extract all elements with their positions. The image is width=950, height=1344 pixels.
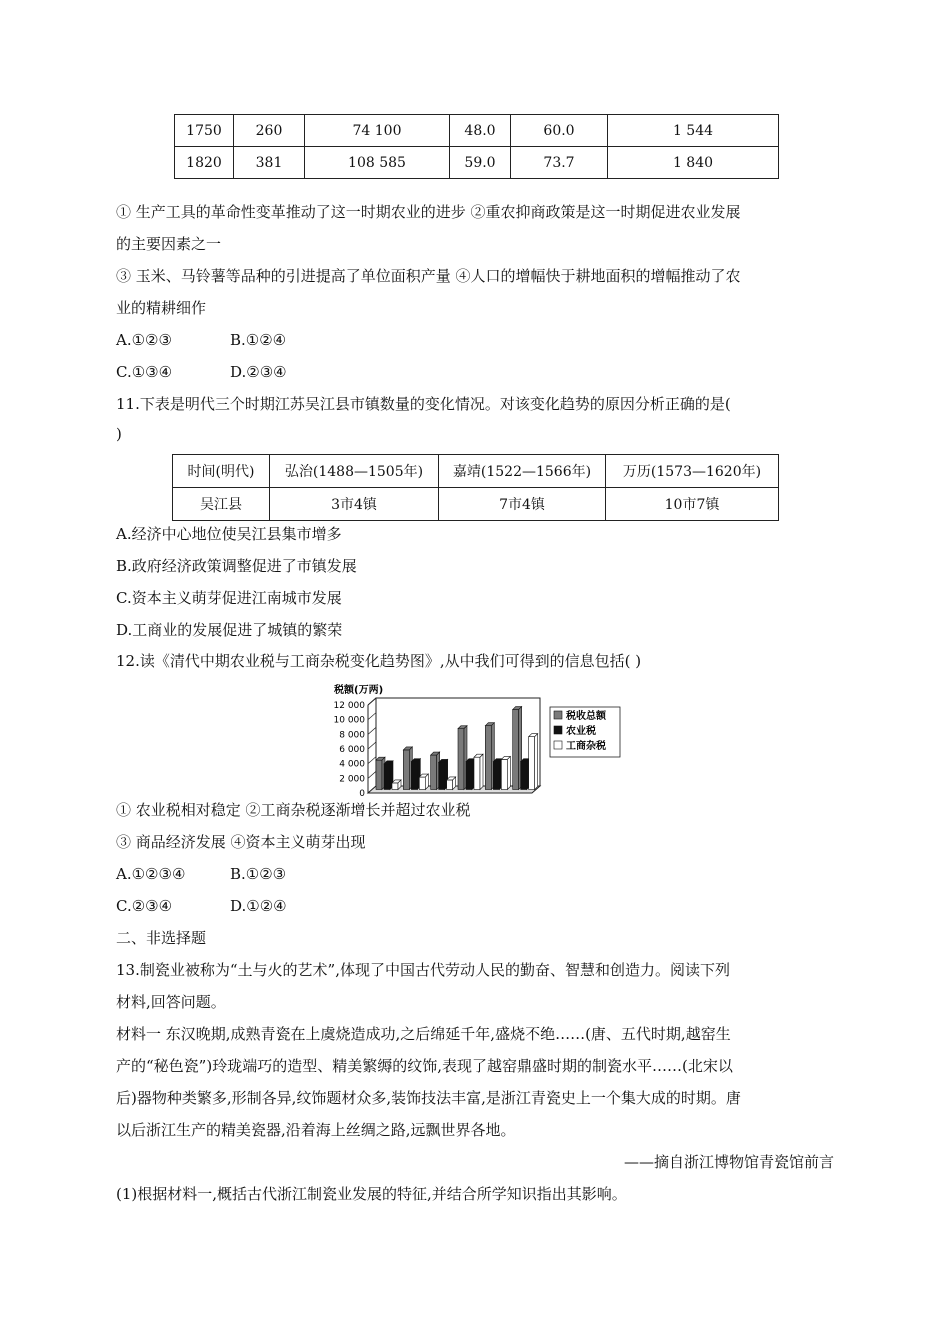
table-cell: 59.0	[450, 147, 511, 179]
chart-bar	[431, 752, 440, 789]
q12-option-b: B.①②③	[230, 865, 287, 883]
table-cell: 60.0	[511, 115, 608, 147]
q11-stem-cont: )	[116, 425, 122, 443]
table-row	[175, 115, 779, 147]
q10-statement-1-cont: 的主要因素之一	[116, 235, 222, 253]
chart-y-tick-label: 2 000	[339, 774, 365, 785]
table-row	[175, 147, 779, 179]
table-cell: 381	[234, 147, 305, 179]
q12-option-c: C.②③④	[116, 897, 173, 915]
table-header-cell: 时间(明代)	[173, 455, 270, 488]
chart-bar	[447, 777, 456, 790]
chart-y-tick-label: 10 000	[333, 715, 365, 726]
table-header-cell: 万历(1573—1620年)	[606, 455, 779, 488]
q12-statement-3: ③ 商品经济发展 ④资本主义萌芽出现	[116, 833, 366, 851]
q11-option-c: C.资本主义萌芽促进江南城市发展	[116, 589, 342, 607]
q12-stem: 12.读《清代中期农业税与工商杂税变化趋势图》,从中我们可得到的信息包括( )	[116, 652, 642, 670]
chart-bar	[493, 759, 502, 790]
q13-sub-question-1: (1)根据材料一,概括古代浙江制瓷业发展的特征,并结合所学知识指出其影响。	[116, 1185, 627, 1203]
market-town-table	[172, 454, 779, 521]
chart-bar	[474, 754, 483, 789]
q10-option-b: B.①②④	[230, 331, 287, 349]
q12-option-a: A.①②③④	[116, 865, 186, 883]
q10-option-d: D.②③④	[230, 363, 287, 381]
chart-y-tick-label: 6 000	[339, 745, 365, 755]
chart-legend-swatch	[554, 726, 562, 734]
chart-bar	[411, 759, 420, 790]
section-heading: 二、非选择题	[116, 929, 207, 947]
chart-y-tick-label: 12 000	[333, 701, 365, 711]
table-cell: 73.7	[511, 147, 608, 179]
table-header-cell: 嘉靖(1522—1566年)	[439, 455, 606, 488]
chart-bar	[466, 759, 475, 790]
chart-bar	[521, 759, 530, 790]
table-cell: 1820	[175, 147, 234, 179]
table-cell: 260	[234, 115, 305, 147]
q13-material-line: 材料一 东汉晚期,成熟青瓷在上虞烧造成功,之后绵延千年,盛烧不绝……(唐、五代时期,越窑生	[116, 1025, 731, 1043]
population-table	[174, 114, 779, 179]
chart-bar	[376, 757, 385, 789]
tax-trend-chart	[328, 681, 628, 801]
chart-bar	[458, 726, 467, 790]
chart-axis-edge	[368, 698, 376, 705]
q10-statement-3-cont: 业的精耕细作	[116, 299, 207, 317]
q12-option-d: D.①②④	[230, 897, 287, 915]
q10-option-c: C.①③④	[116, 363, 173, 381]
table-cell: 吴江县	[173, 488, 270, 521]
chart-bar	[384, 761, 393, 790]
q13-source: ——摘自浙江博物馆青瓷馆前言	[623, 1153, 834, 1171]
table-cell: 1 840	[608, 147, 779, 179]
table-cell: 1750	[175, 115, 234, 147]
chart-bar	[485, 723, 494, 790]
table-cell: 10市7镇	[606, 488, 779, 521]
table-cell: 108 585	[305, 147, 450, 179]
q11-option-a: A.经济中心地位使吴江县集市增多	[116, 525, 342, 543]
q11-option-b: B.政府经济政策调整促进了市镇发展	[116, 557, 357, 575]
chart-bar	[403, 747, 412, 790]
table-cell: 48.0	[450, 115, 511, 147]
chart-bar	[513, 707, 522, 790]
chart-y-tick-label: 8 000	[339, 730, 365, 741]
chart-bar	[501, 756, 510, 789]
chart-bar	[529, 734, 538, 790]
q13-material-line: 产的“秘色瓷”)玲珑端巧的造型、精美繁缛的纹饰,表现了越窑鼎盛时期的制瓷水平……(北宋以	[116, 1057, 733, 1075]
chart-bar	[419, 774, 428, 789]
q13-stem-cont: 材料,回答问题。	[116, 993, 226, 1011]
q10-statement-1: ① 生产工具的革命性变革推动了这一时期农业的进步 ②重农抑商政策是这一时期促进农业发展	[116, 203, 741, 221]
chart-legend-label: 工商杂税	[566, 741, 606, 752]
q11-stem: 11.下表是明代三个时期江苏吴江县市镇数量的变化情况。对该变化趋势的原因分析正确的是(	[116, 395, 731, 413]
table-cell: 7市4镇	[439, 488, 606, 521]
chart-bar	[392, 780, 401, 790]
chart-legend-label: 农业税	[566, 726, 596, 737]
chart-legend-swatch	[554, 711, 562, 719]
q10-option-a: A.①②③	[116, 331, 172, 349]
chart-y-tick-label: 4 000	[339, 759, 365, 770]
table-row	[173, 488, 779, 521]
q12-statement-1: ① 农业税相对稳定 ②工商杂税逐渐增长并超过农业税	[116, 801, 471, 819]
q13-material-line: 以后浙江生产的精美瓷器,沿着海上丝绸之路,远飘世界各地。	[116, 1121, 516, 1139]
chart-y-tick-label: 0	[359, 789, 365, 799]
q13-material-line: 后)器物种类繁多,形制各异,纹饰题材众多,装饰技法丰富,是浙江青瓷史上一个集大成的时期。唐	[116, 1089, 741, 1107]
q13-stem: 13.制瓷业被称为“土与火的艺术”,体现了中国古代劳动人民的勤奋、智慧和创造力。阅读下列	[116, 961, 730, 979]
table-header-cell: 弘治(1488—1505年)	[270, 455, 439, 488]
table-cell: 1 544	[608, 115, 779, 147]
chart-bar	[439, 759, 448, 789]
q11-option-d: D.工商业的发展促进了城镇的繁荣	[116, 621, 343, 639]
chart-ylabel: 税额(万两)	[334, 685, 384, 696]
q10-statement-3: ③ 玉米、马铃薯等品种的引进提高了单位面积产量 ④人口的增幅快于耕地面积的增幅推动了农	[116, 267, 741, 285]
table-cell: 3市4镇	[270, 488, 439, 521]
table-cell: 74 100	[305, 115, 450, 147]
table-header-row	[173, 455, 779, 488]
chart-legend-label: 税收总额	[566, 711, 606, 722]
chart-legend-swatch	[554, 741, 562, 749]
